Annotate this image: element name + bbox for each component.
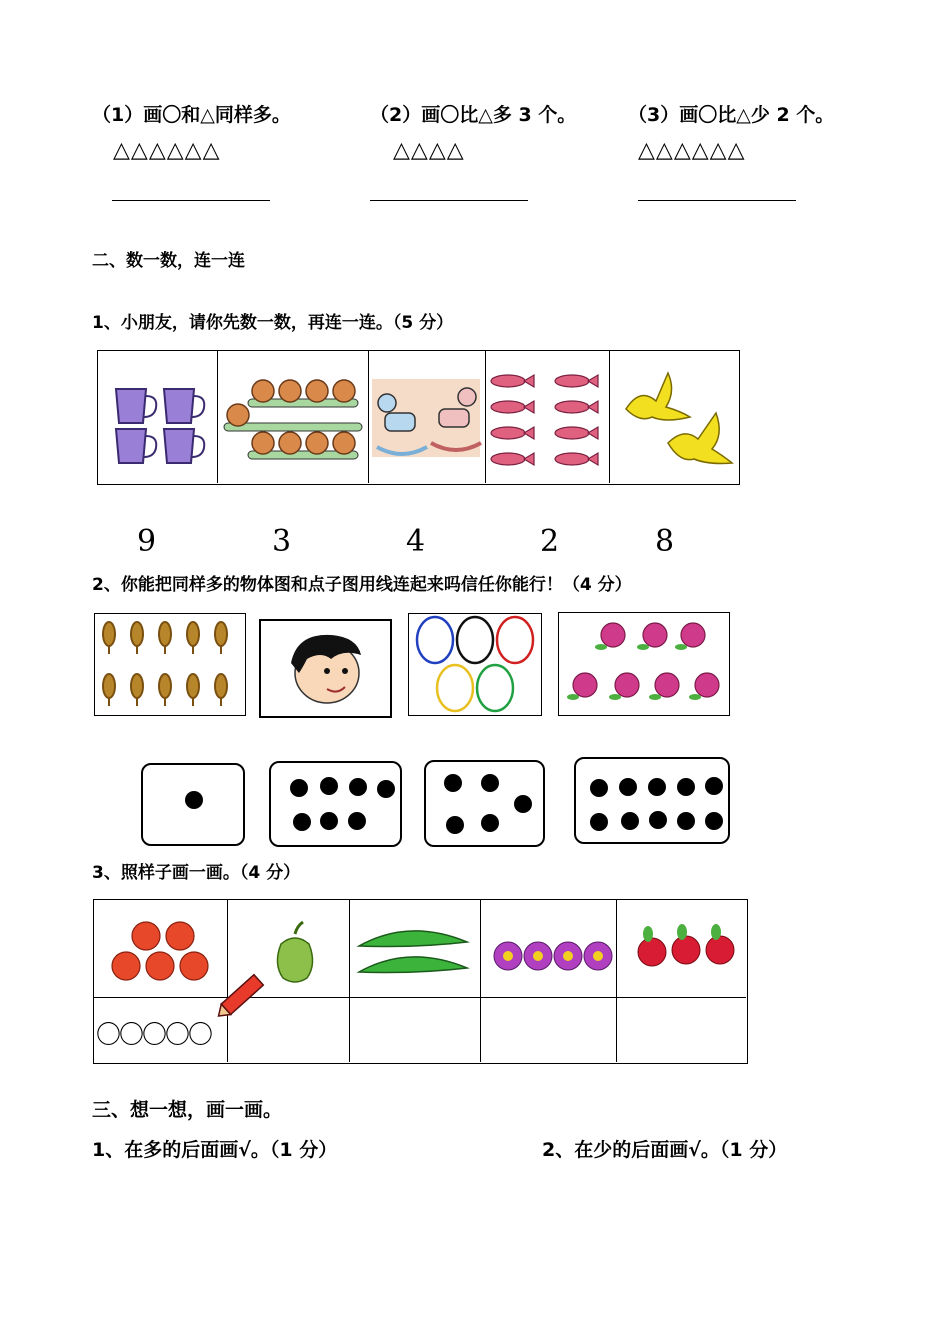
purple-flowers-illustration [482,900,616,997]
q3-label: （3）画〇比△少 2 个。 [628,104,835,126]
q2-answer-line[interactable] [370,200,528,201]
count-number: 4 [406,524,426,559]
fish-cell [486,351,610,483]
rings-box [408,613,542,716]
snails-illustration [218,351,369,483]
q2-label: （2）画〇比△多 3 个。 [370,104,577,126]
wheat-illustration [95,614,244,714]
s2-q3-title: 3、照样子画一画。（4 分） [92,863,301,883]
dot [481,814,499,832]
q1-triangles: △△△△△△ [113,138,221,163]
dot [590,813,608,831]
dot [320,812,338,830]
rings-illustration [409,614,540,714]
boy-box [259,619,392,718]
s3-q2: 2、在少的后面画√。（1 分） [542,1139,788,1161]
draw-table [93,899,748,1064]
dot [649,811,667,829]
draw-cell-cucumbers[interactable] [351,999,480,1062]
q1-answer-line[interactable] [112,200,270,201]
dot [705,777,723,795]
dot [446,816,464,834]
roses-illustration [559,613,728,714]
cucumbers-illustration [351,900,480,997]
boy-face-illustration [261,621,390,716]
cups-cell [98,351,218,483]
birds-illustration [610,351,738,483]
dot-card-10 [574,757,730,844]
draw-cell-radishes[interactable] [618,999,746,1062]
dot [290,779,308,797]
dot [648,778,666,796]
example-circles: 〇〇〇〇〇 [96,1020,212,1049]
dot [348,812,366,830]
dot [377,780,395,798]
q3-triangles: △△△△△△ [638,138,746,163]
dot [444,774,462,792]
fish-illustration [486,351,610,483]
section3-title: 三、想一想，画一画。 [92,1099,283,1121]
radishes-illustration [618,900,746,997]
dot [349,778,367,796]
count-picture-table [97,350,740,485]
dot-card-5 [424,760,545,847]
dot [185,791,203,809]
dot [677,812,695,830]
rocking-horses-illustration [369,351,486,483]
dot [677,778,695,796]
snails-cell [218,351,369,483]
dot [293,813,311,831]
q3-answer-line[interactable] [638,200,796,201]
horses-cell [369,351,486,483]
draw-cell-flowers[interactable] [482,999,616,1062]
tomatoes-illustration [94,900,227,997]
count-number: 8 [655,524,675,559]
section2-title: 二、数一数，连一连 [92,251,245,271]
cups-illustration [98,351,218,483]
birds-cell [610,351,738,483]
dot [621,812,639,830]
dot [514,795,532,813]
wheat-box [94,613,246,716]
count-number: 3 [272,524,292,559]
dot-card-7 [269,761,402,847]
count-number: 9 [137,524,157,559]
q2-triangles: △△△△ [393,138,465,163]
q1-label: （1）画〇和△同样多。 [92,104,291,126]
dot [619,778,637,796]
s3-q1: 1、在多的后面画√。（1 分） [92,1139,338,1161]
dot [481,774,499,792]
roses-box [558,612,730,716]
dot [320,777,338,795]
dot [705,812,723,830]
draw-cell-pepper[interactable] [229,999,349,1062]
dot-card-1 [141,763,245,846]
s2-q1-title: 1、小朋友，请你先数一数，再连一连。（5 分） [92,313,454,333]
count-number: 2 [540,524,560,559]
s2-q2-title: 2、你能把同样多的物体图和点子图用线连起来吗信任你能行！（4 分） [92,575,632,595]
dot [590,779,608,797]
